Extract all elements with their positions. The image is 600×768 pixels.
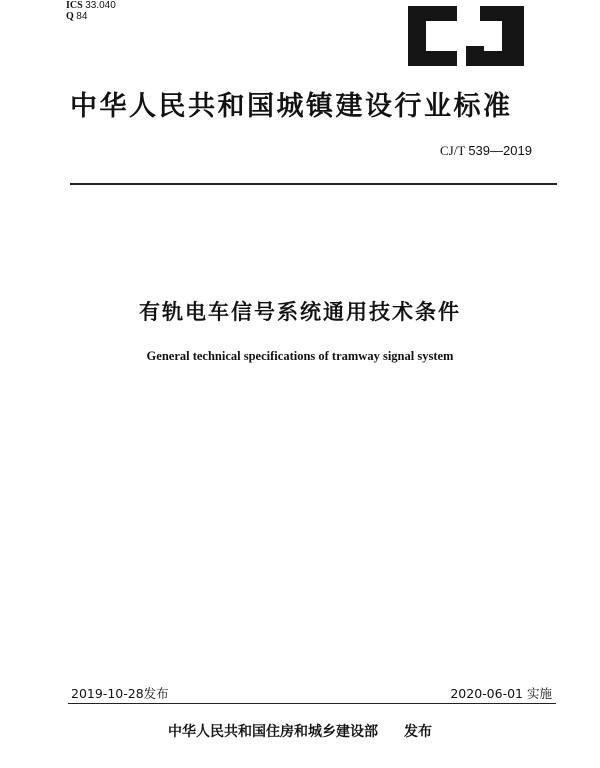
document-title: 有轨电车信号系统通用技术条件	[139, 300, 461, 324]
issue-label: 发布	[143, 686, 169, 701]
ics-code	[66, 0, 116, 11]
issue-date: 2019-10-28	[71, 686, 144, 701]
implementation-date: 2020-06-01	[450, 686, 523, 701]
q-code	[66, 11, 116, 22]
ics-value: 33.040	[85, 0, 116, 11]
standard-code-prefix: CJ/T	[440, 143, 466, 158]
document-title-english: General technical specifications of tramway signal system	[146, 349, 454, 363]
q-value: 84	[76, 11, 88, 22]
implementation-label: 实施	[526, 686, 552, 701]
standard-category-title: 中华人民共和国城镇建设行业标准	[70, 91, 513, 122]
standard-code-number: 539—2019	[468, 143, 532, 158]
classification-codes	[66, 0, 116, 22]
issuer-name: 中华人民共和国住房和城乡建设部	[168, 724, 378, 740]
q-label: Q	[66, 11, 74, 22]
ics-label: ICS	[66, 0, 83, 11]
issuer-action: 发布	[404, 724, 432, 740]
cj-logo	[408, 6, 528, 66]
standard-code	[440, 143, 532, 159]
header-divider	[70, 183, 557, 185]
implementation-date-line	[450, 684, 552, 702]
footer-divider	[68, 703, 556, 704]
issuer-line	[0, 721, 600, 741]
issue-date-line	[71, 684, 169, 702]
